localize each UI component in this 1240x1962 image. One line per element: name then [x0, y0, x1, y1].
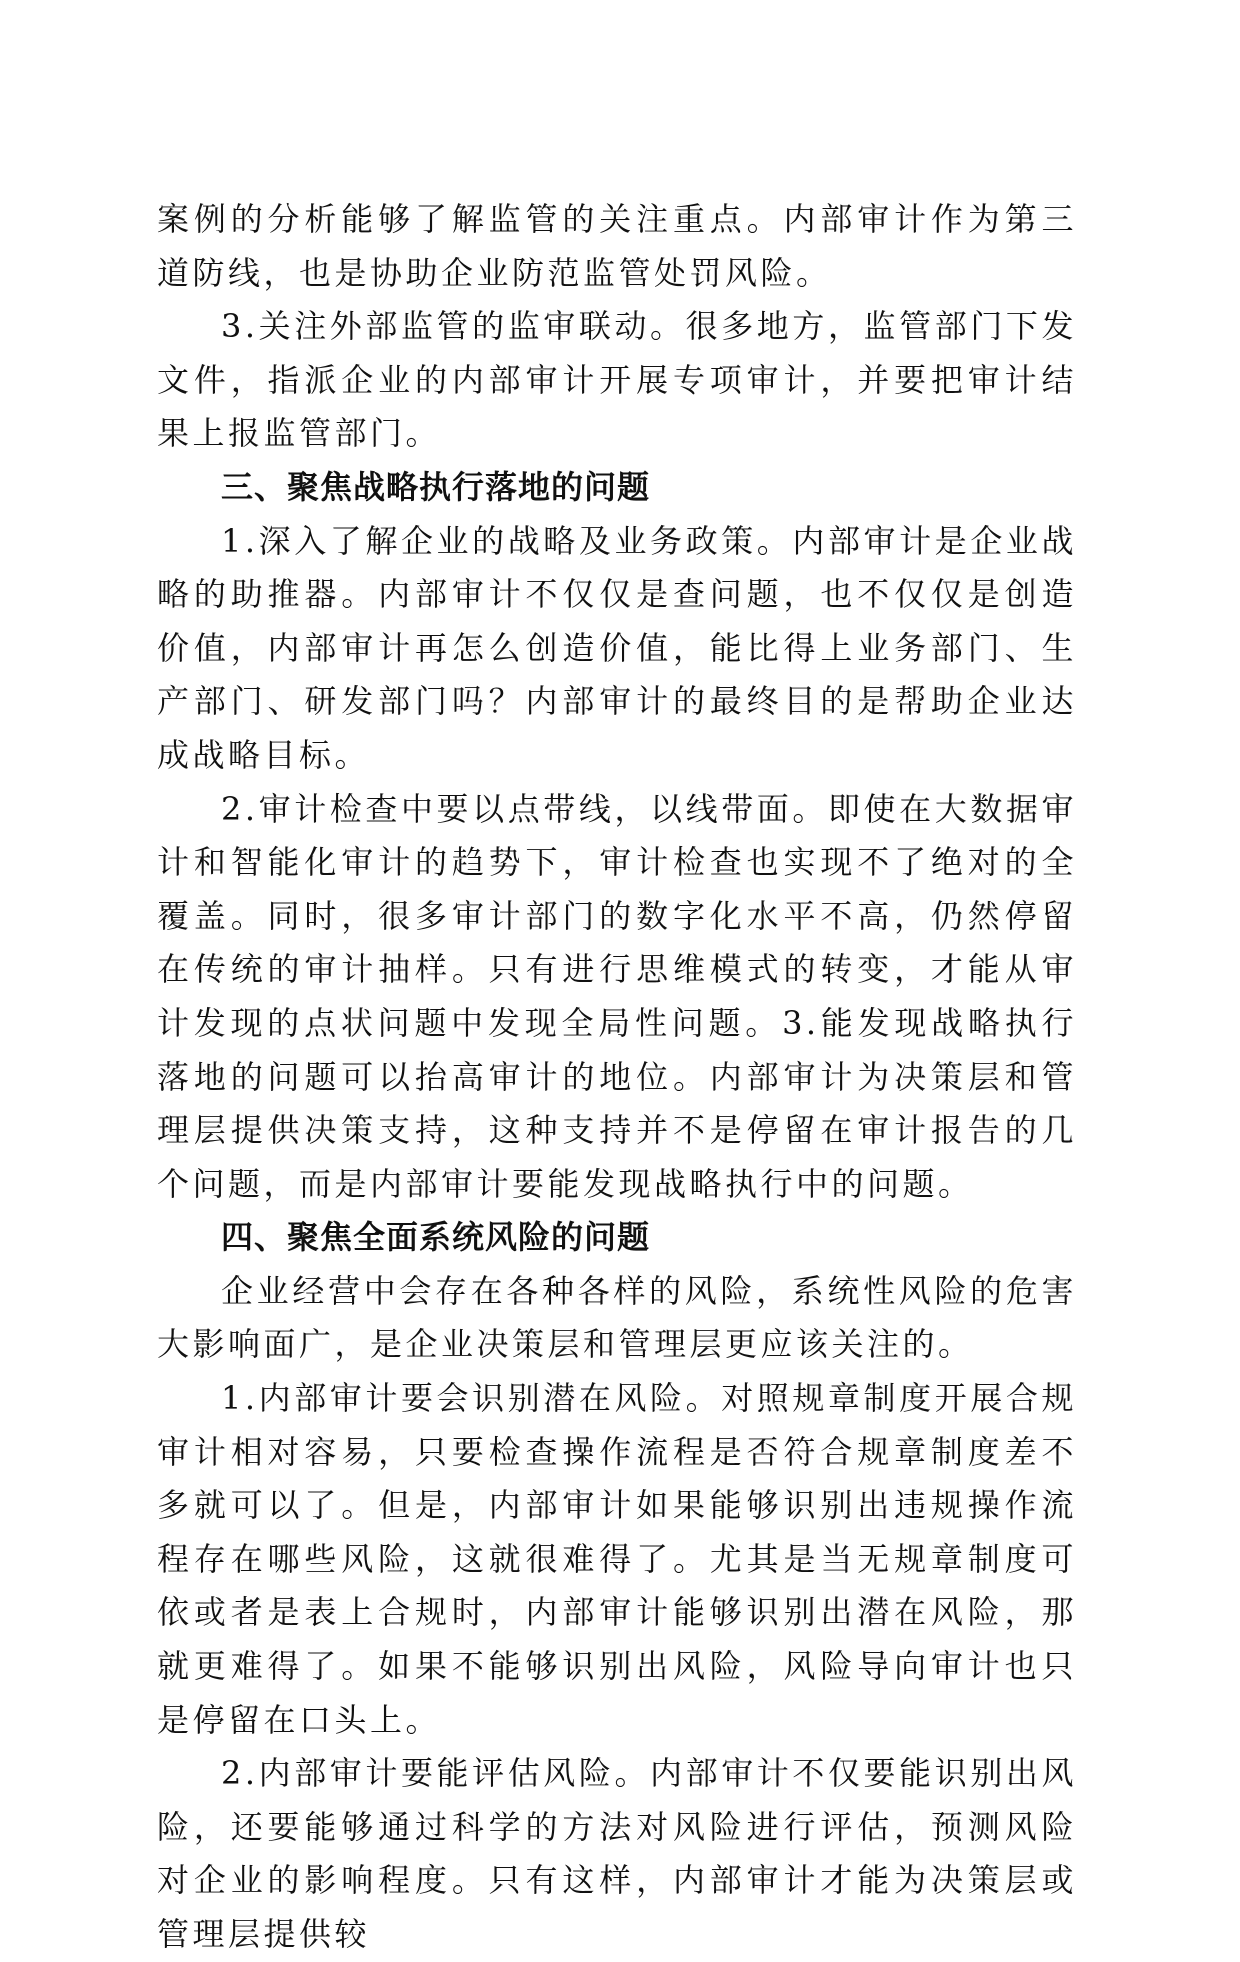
- paragraph-assess-risk: 2.内部审计要能评估风险。内部审计不仅要能识别出风险，还要能够通过科学的方法对风险进行评估，预测风险对企业的影响程度。只有这样，内部审计才能为决策层或管理层提供较: [157, 1754, 1077, 1953]
- section-heading-strategy: 三、聚焦战略执行落地的问题: [221, 467, 651, 506]
- paragraph-identify-risk: 1.内部审计要会识别潜在风险。对照规章制度开展合规审计相对容易，只要检查操作流程是否符合规章制度差不多就可以了。但是，内部审计如果能够识别出违规操作流程存在哪些风险，这就很难得了。尤其是当无规章制度可依或者是表上合规时，内部审计能够识别出潜在风险，那就更难得了。如果不能够识别出风险，风险导向审计也只是停留在口头上。: [157, 1379, 1077, 1739]
- paragraph-point-line-surface: 2.审计检查中要以点带线，以线带面。即使在大数据审计和智能化审计的趋势下，审计检查也实现不了绝对的全覆盖。同时，很多审计部门的数字化水平不高，仍然停留在传统的审计抽样。只有进行思维模式的转变，才能从审计发现的点状问题中发现全局性问题。3.能发现战略执行落地的问题可以抬高审计的地位。内部审计为决策层和管理层提供决策支持，这种支持并不是停留在审计报告的几个问题，而是内部审计要能发现战略执行中的问题。: [157, 789, 1077, 1203]
- paragraph-risk-intro: 企业经营中会存在各种各样的风险，系统性风险的危害大影响面广，是企业决策层和管理层更应该关注的。: [157, 1271, 1077, 1364]
- section-heading-systemic-risk: 四、聚焦全面系统风险的问题: [221, 1218, 651, 1257]
- paragraph-continuation: 案例的分析能够了解监管的关注重点。内部审计作为第三道防线，也是协助企业防范监管处罚风险。: [157, 200, 1077, 292]
- paragraph-strategy-understanding: 1.深入了解企业的战略及业务政策。内部审计是企业战略的助推器。内部审计不仅仅是查问题，也不仅仅是创造价值，内部审计再怎么创造价值，能比得上业务部门、生产部门、研发部门吗？内部审计的最终目的是帮助企业达成战略目标。: [157, 521, 1077, 774]
- paragraph-external-supervision: 3.关注外部监管的监审联动。很多地方，监管部门下发文件，指派企业的内部审计开展专项审计，并要把审计结果上报监管部门。: [157, 307, 1077, 453]
- document-body: [157, 193, 1077, 1962]
